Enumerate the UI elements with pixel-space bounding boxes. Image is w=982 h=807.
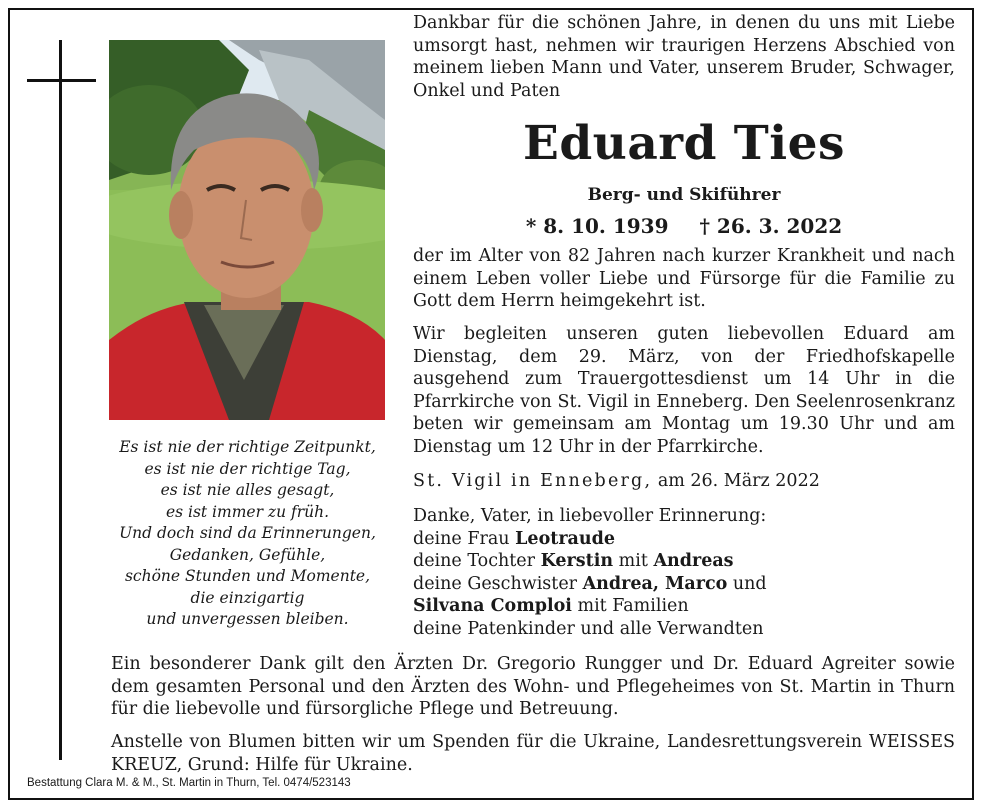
notice-date: am 26. März 2022 [657, 471, 820, 491]
thanks-heading: Danke, Vater, in liebevoller Erinnerung: [413, 506, 767, 526]
death-date: † 26. 3. 2022 [699, 214, 843, 238]
poem-line: schöne Stunden und Momente, [124, 567, 371, 585]
intro-text: Dankbar für die schönen Jahre, in denen du uns mit Liebe umsorgt hast, nehmen wir traurigen Herzens Abschied von meinem lieben Mann und Vater, unserem Bruder, Schwager, Onkel und Paten [413, 13, 955, 101]
deceased-name: Eduard Ties [523, 116, 845, 171]
place-name: St. Vigil in Enneberg, [413, 471, 653, 491]
mourner-line: deine Patenkinder und alle Verwandten [413, 618, 764, 639]
profession: Berg- und Skiführer [587, 185, 781, 205]
special-thanks: Ein besonderer Dank gilt den Ärzten Dr. Gregorio Rungger und Dr. Eduard Agreiter sowie dem gesamten Personal und den Ärzten des Wohn- und Pflegeheimes von St. Martin in Thurn für die liebevolle und fürsorgliche Pflege und Betreuung. [111, 654, 955, 719]
poem-line: die einzigartig [190, 588, 305, 607]
portrait-image [109, 40, 385, 420]
donation-request: Anstelle von Blumen bitten wir um Spenden für die Ukraine, Landesrettungsverein WEISSES KREUZ, Grund: Hilfe für Ukraine. [111, 732, 955, 775]
death-paragraph: der im Alter von 82 Jahren nach kurzer Krankheit und nach einem Leben voller Liebe und Fürsorge für die Familie zu Gott dem Herrn heimgekehrt ist. [413, 246, 955, 311]
portrait-photo [109, 40, 385, 420]
birth-date: * 8. 10. 1939 [525, 214, 669, 238]
cross-icon-bar [27, 79, 96, 82]
funeral-paragraph: Wir begleiten unseren guten liebevollen Eduard am Dienstag, dem 29. März, von der Friedhofskapelle ausgehend zum Trauergottesdienst um 14 Uhr in die Pfarrkirche von St. Vigil in Enneberg. Den Seelenrosenkranz beten wir gemeinsam am Montag um 19.30 Uhr und am Dienstag um 12 Uhr in der Pfarrkirche. [413, 324, 955, 457]
poem-line: es ist nie der richtige Tag, [144, 459, 351, 478]
poem [100, 437, 395, 631]
place-date [413, 470, 955, 493]
life-dates [413, 212, 955, 240]
poem-line: es ist immer zu früh. [165, 502, 330, 521]
poem-line: Gedanken, Gefühle, [169, 545, 326, 564]
mourners-list [413, 505, 955, 640]
mourner-line: deine Geschwister Andrea, Marco und [413, 573, 767, 594]
poem-line: und unvergessen bleiben. [146, 610, 349, 628]
mourner-line: deine Frau Leotraude [413, 528, 615, 549]
poem-line: Es ist nie der richtige Zeitpunkt, [119, 438, 376, 456]
poem-line: Und doch sind da Erinnerungen, [119, 524, 376, 542]
cross-icon [59, 40, 62, 760]
mourner-line: Silvana Comploi mit Familien [413, 596, 689, 616]
poem-line: es ist nie alles gesagt, [160, 481, 335, 499]
funeral-home-footer: Bestattung Clara M. & M., St. Martin in Thurn, Tel. 0474/523143 [27, 777, 351, 789]
mourner-line: deine Tochter Kerstin mit Andreas [413, 551, 734, 571]
